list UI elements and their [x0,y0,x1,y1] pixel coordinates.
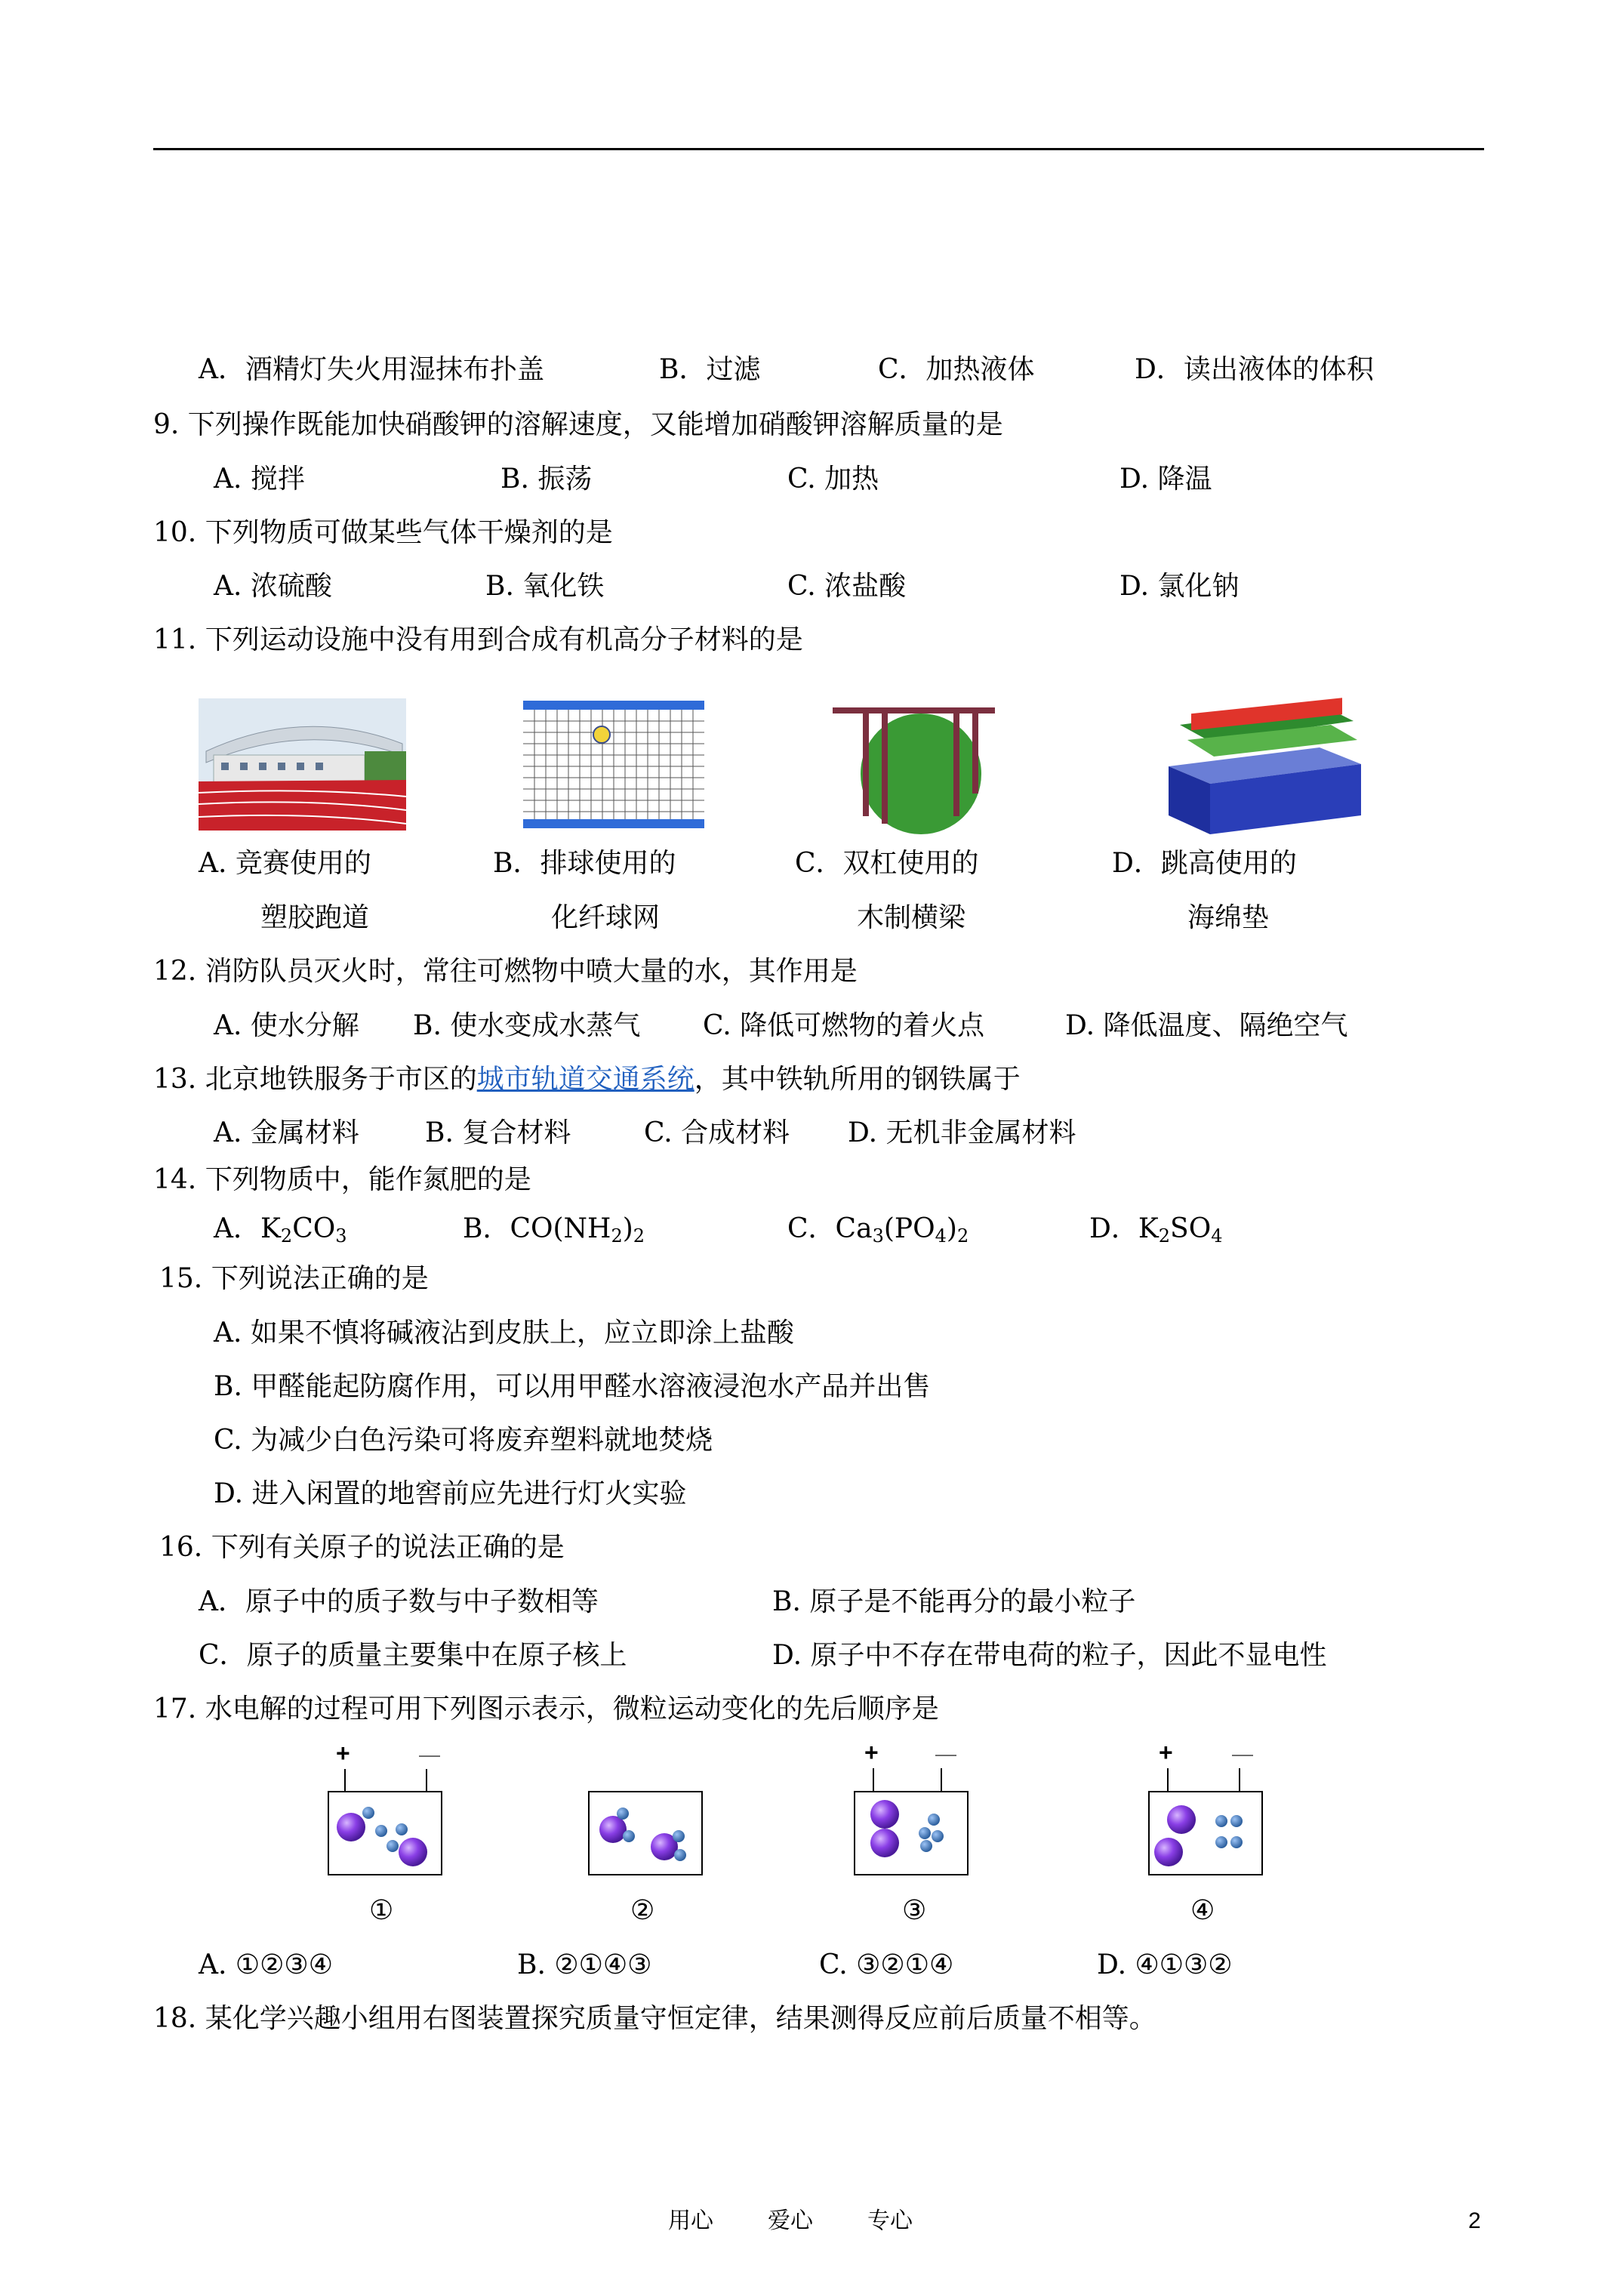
q14-stem: 14. 下列物质中，能作氮肥的是 [153,1164,531,1195]
q12-option-c: C. 降低可燃物的着火点 [703,1010,985,1041]
q11-stem: 11. 下列运动设施中没有用到合成有机高分子材料的是 [153,624,803,655]
q11-option-d-line1: D．跳高使用的 [1112,848,1297,879]
electrolysis-diagram-3 [851,1737,979,1888]
footer-text-1: 用心 [668,2208,713,2234]
q16-option-c: C．原子的质量主要集中在原子核上 [199,1640,627,1671]
q9-option-c: C. 加热 [787,464,879,495]
q10-option-a: A. 浓硫酸 [214,571,332,602]
q14-option-a: A．$K_2CO_3$ [214,1213,347,1247]
q10-option-c: C. 浓盐酸 [787,571,907,602]
q14-option-c: C．$Ca_3(PO_4)_2$ [787,1213,969,1247]
volleyball-net-image [523,698,704,831]
q17-option-c: C. ③②①④ [819,1949,954,1980]
q8-option-c: C．加热液体 [878,354,1035,385]
q17-option-d: D. ④①③② [1097,1949,1233,1980]
q9-option-d: D. 降温 [1119,464,1212,495]
q10-option-b: B. 氧化铁 [485,571,605,602]
page-number: 2 [1468,2208,1481,2233]
q13-option-a: A. 金属材料 [214,1117,359,1148]
electrolysis-diagram-2 [585,1782,713,1888]
minus-sign: — [419,1743,440,1766]
q15-option-b: B. 甲醛能起防腐作用，可以用甲醛水溶液浸泡水产品并出售 [214,1371,931,1402]
q8-option-b: B．过滤 [659,354,761,385]
q11-option-a-line1: A. 竞赛使用的 [199,848,371,879]
q17-option-b: B. ②①④③ [517,1949,652,1980]
q11-option-b-line2: 化纤球网 [551,902,661,933]
q13-option-b: B. 复合材料 [425,1117,571,1148]
high-jump-mat-image [1157,695,1365,838]
q14-option-b: B．$CO(NH_2)_2$ [463,1213,645,1247]
q17-option-a: A. ①②③④ [199,1949,333,1980]
minus-sign: — [935,1742,956,1765]
q18-stem: 18. 某化学兴趣小组用右图装置探究质量守恒定律，结果测得反应前后质量不相等。 [153,2003,1156,2034]
diagram-label-2: ② [630,1895,655,1926]
q16-option-b: B. 原子是不能再分的最小粒子 [772,1586,1136,1617]
q11-option-a-line2: 塑胶跑道 [260,902,370,933]
q10-option-d: D. 氯化钠 [1119,571,1240,602]
q9-option-b: B. 振荡 [500,464,593,495]
q13-stem: 13. 北京地铁服务于市区的城市轨道交通系统，其中铁轨所用的钢铁属于 [153,1064,1021,1095]
minus-sign: — [1232,1742,1253,1765]
q12-option-b: B. 使水变成水蒸气 [413,1010,641,1041]
electrolysis-diagram-4 [1140,1737,1272,1888]
footer-text-3: 专心 [867,2208,913,2234]
q12-stem: 12. 消防队员灭火时，常往可燃物中喷大量的水，其作用是 [153,956,858,987]
footer-text-2: 爱心 [768,2208,813,2234]
q10-stem: 10. 下列物质可做某些气体干燥剂的是 [153,517,613,548]
diagram-label-3: ③ [902,1895,927,1926]
q8-option-d: D．读出液体的体积 [1135,354,1374,385]
q17-stem: 17. 水电解的过程可用下列图示表示，微粒运动变化的先后顺序是 [153,1693,939,1724]
q16-stem: 16. 下列有关原子的说法正确的是 [159,1532,565,1563]
q14-option-d: D．$K_2SO_4$ [1089,1213,1223,1247]
q8-option-a: A．酒精灯失火用湿抹布扑盖 [199,354,544,385]
q11-option-c-line1: C．双杠使用的 [795,848,979,879]
diagram-label-4: ④ [1190,1895,1215,1926]
plus-sign: + [336,1740,350,1767]
parallel-bars-image [833,698,995,834]
q12-option-d: D. 降低温度、隔绝空气 [1065,1010,1348,1041]
q11-option-d-line2: 海绵垫 [1187,902,1270,933]
diagram-label-1: ① [369,1895,394,1926]
q11-option-b-line1: B．排球使用的 [493,848,676,879]
q13-option-d: D. 无机非金属材料 [848,1117,1076,1148]
q15-option-d: D. 进入闲置的地窖前应先进行灯火实验 [214,1478,687,1509]
q9-option-a: A. 搅拌 [214,464,305,495]
plus-sign: + [1159,1739,1173,1766]
plus-sign: + [864,1739,879,1766]
q16-option-a: A．原子中的质子数与中子数相等 [199,1586,599,1617]
q16-option-d: D. 原子中不存在带电荷的粒子，因此不显电性 [772,1640,1327,1671]
q15-option-a: A. 如果不慎将碱液沾到皮肤上，应立即涂上盐酸 [214,1318,794,1348]
rail-transit-link[interactable]: 城市轨道交通系统 [476,1064,694,1095]
plastic-track-image [199,698,406,831]
header-rule [153,148,1484,150]
q12-option-a: A. 使水分解 [214,1010,359,1041]
q13-option-c: C. 合成材料 [644,1117,790,1148]
q9-stem: 9. 下列操作既能加快硝酸钾的溶解速度，又能增加硝酸钾溶解质量的是 [153,409,1003,440]
q11-option-c-line2: 木制横梁 [857,902,966,933]
electrolysis-diagram-1 [321,1740,449,1888]
q15-stem: 15. 下列说法正确的是 [159,1263,429,1294]
q15-option-c: C. 为减少白色污染可将废弃塑料就地焚烧 [214,1425,713,1456]
